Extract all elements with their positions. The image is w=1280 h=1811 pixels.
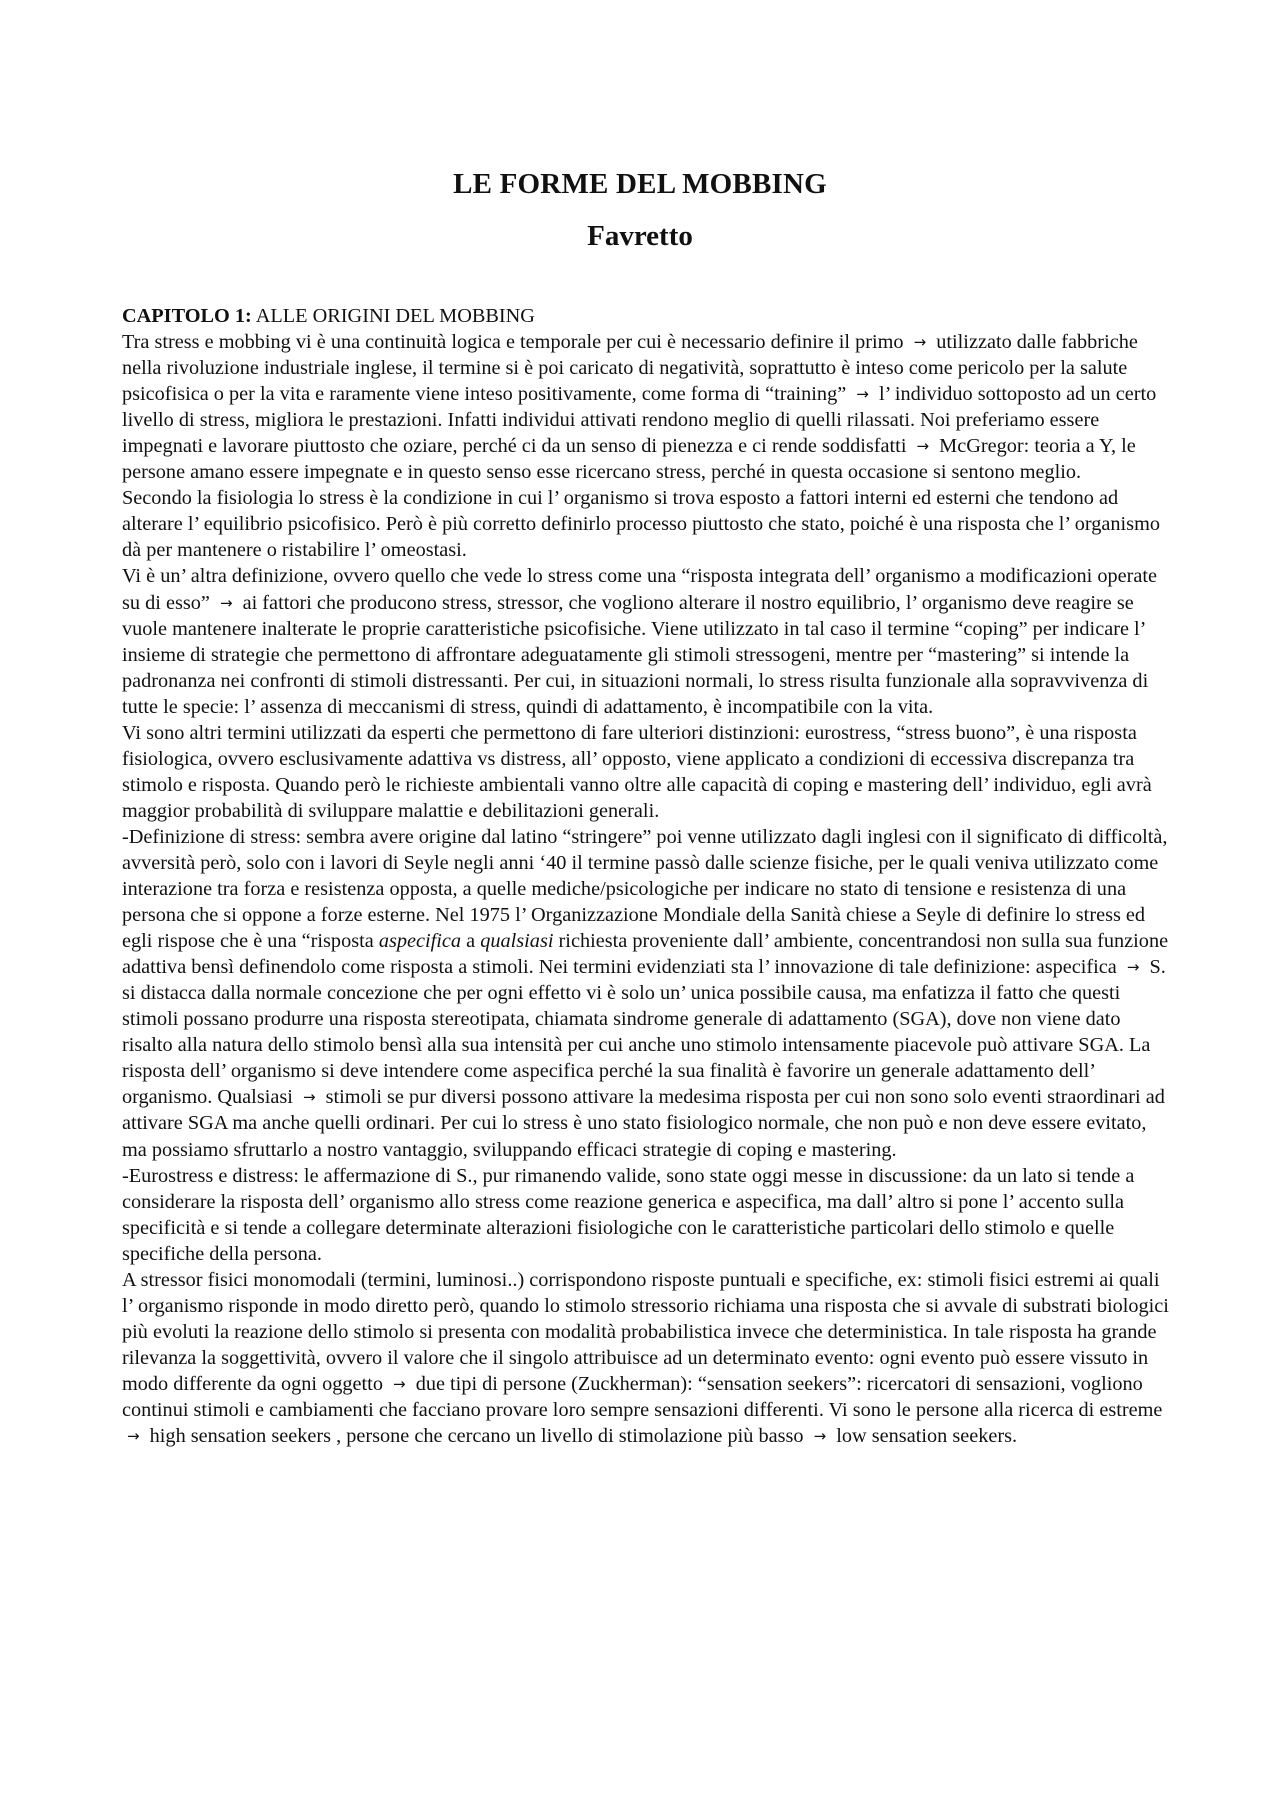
text-run: A stressor fisici monomodali (termini, luminosi..) corrispondono risposte puntuali e specifiche, ex: stimoli fisici estremi ai quali l’ organismo risponde in modo diretto però, quando lo stimolo stressorio richiama una risposta che si avvale di substrati biologici più evoluti la reazione dello stimolo si presenta con modalità probabilistica invece che deterministica. In tale risposta ha grande rilevanza la soggettività, ovvero il valore che il singolo attribuisce ad un determinato evento: ogni evento può essere vissuto in modo differente da ogni oggetto xyxy=(122,1268,1169,1395)
text-run: Vi è un’ altra definizione, ovvero quello che vede lo stress come una “risposta integrata dell’ organismo a modificazioni operate su di esso” xyxy=(122,565,1158,614)
document-body xyxy=(122,303,1172,1449)
paragraph-stress-definition xyxy=(122,329,1172,485)
chapter-name: ALLE ORIGINI DEL MOBBING xyxy=(251,305,535,327)
title-block xyxy=(0,165,1280,255)
paragraph-eurostress-distress-terms: Vi sono altri termini utilizzati da esperti che permettono di fare ulteriori distinzioni: eurostress, “stress buono”, è una risposta fisiologica, ovvero esclusivamente adattiva vs distress, all’ opposto, viene applicato a condizioni di eccessiva discrepanza tra stimolo e risposta. Quando però le richieste ambientali vanno oltre alle capacità di coping e mastering dell’ individuo, egli avrà maggior probabilità di sviluppare malattie e debilitazioni generali. xyxy=(122,721,1152,822)
paragraph-physiology: Secondo la fisiologia lo stress è la condizione in cui l’ organismo si trova esposto a fattori interni ed esterni che tendono ad alterare l’ equilibrio psicofisico. Però è più corretto definirlo processo piuttosto che stato, poiché è una risposta che l’ organismo dà per mantenere o ristabilire l’ omeostasi. xyxy=(122,487,1160,562)
arrow-right-icon: → xyxy=(302,1088,316,1107)
text-run: -Definizione di stress: sembra avere origine dal latino “stringere” poi venne utilizzato dagli inglesi con il significato di difficoltà, avversità però, solo con i lavori di Seyle negli anni ‘40 il termine passò dalle scienze fisiche, per le quali veniva utilizzato come interazione tra forza e resistenza opposta, a quelle mediche/psicologiche per indicare no stato di tensione e resistenza di una persona che si oppone a forze esterne. Nel 1975 l’ Organizzazione Mondiale della Sanità chiese a Seyle di definire lo stress ed egli rispose che è una “risposta xyxy=(122,825,1168,953)
arrow-right-icon: → xyxy=(813,1427,827,1446)
text-run: high sensation seekers , persone che cercano un livello di stimolazione più basso xyxy=(144,1425,809,1448)
text-run: McGregor: teoria a Y, le persone amano essere impegnate e in questo senso esse ricercano stress, perché in questa occasione si sentono meglio. xyxy=(122,435,1136,484)
text-run: utilizzato dalle fabbriche nella rivoluzione industriale inglese, il termine si è poi caricato di negatività, soprattutto è inteso come pericolo per la salute psicofisica o per la vita e raramente viene inteso positivamente, come forma di “training” xyxy=(122,331,1138,406)
text-run: l’ individuo sottoposto ad un certo livello di stress, migliora le prestazioni. Infatti individui attivati rendono meglio di quelli rilassati. Noi preferiamo essere impegnati e lavorare piuttosto che oziare, perché ci da un senso di pienezza e ci rende soddisfatti xyxy=(122,383,1157,458)
paragraph-stressor-types xyxy=(122,1267,1172,1449)
arrow-right-icon: → xyxy=(393,1374,406,1393)
emphasis-qualsiasi: qualsiasi xyxy=(480,930,554,953)
paragraph-eurostress-and-distress: -Eurostress e distress: le affermazione di S., pur rimanendo valide, sono state oggi messe in discussione: da un lato si tende a considerare la risposta dell’ organismo allo stress come reazione generica e aspecifica, ma dall’ altro si pone l’ accento sulla specificità e si tende a collegare determinate alterazioni fisiologiche con le caratteristiche particolari dello stimolo e quelle specifiche della persona. xyxy=(122,1164,1135,1265)
text-run: stimoli se pur diversi possono attivare la medesima risposta per cui non sono solo eventi straordinari ad attivare SGA ma anche quelli ordinari. Per cui lo stress è uno stato fisiologico normale, che non può e non deve essere evitato, ma possiamo sfruttarlo a nostro vantaggio, sviluppando efficaci strategie di coping e mastering. xyxy=(122,1086,1165,1161)
text-run: a xyxy=(461,930,481,953)
arrow-right-icon: → xyxy=(1126,958,1140,977)
chapter-label: CAPITOLO 1: xyxy=(122,305,252,327)
document-author: Favretto xyxy=(587,220,693,252)
paragraph-integrated-response xyxy=(122,563,1172,719)
document-title: LE FORME DEL MOBBING xyxy=(453,168,827,200)
text-run: richiesta proveniente dall’ ambiente, concentrandosi non sulla sua funzione adattiva bensì definendolo come risposta a stimoli. Nei termini evidenziati sta l’ innovazione di tale definizione: aspecifica xyxy=(122,930,1169,979)
arrow-right-icon: → xyxy=(127,1427,140,1446)
text-run: Tra stress e mobbing vi è una continuità logica e temporale per cui è necessario definire il primo xyxy=(122,331,909,354)
arrow-right-icon: → xyxy=(913,333,927,352)
arrow-right-icon: → xyxy=(856,385,869,404)
text-run: ai fattori che producono stress, stressor, che vogliono alterare il nostro equilibrio, l’ organismo deve reagire se vuole mantenere inalterate le proprie caratteristiche psicofisiche. Viene utilizzato in tal caso il termine “coping” per indicare l’ insieme di strategie che permettono di affrontare adeguatamente gli stimoli stressogeni, mentre per “mastering” si intende la padronanza nei confronti di stimoli distressanti. Per cui, in situazioni normali, lo stress risulta funzionale alla sopravvivenza di tutte le specie: l’ assenza di meccanismi di stress, quindi di adattamento, è incompatibile con la vita. xyxy=(122,591,1149,718)
emphasis-aspecifica: aspecifica xyxy=(378,930,462,953)
text-run: low sensation seekers. xyxy=(831,1425,1018,1448)
text-run: due tipi di persone (Zuckherman): “sensation seekers”: ricercatori di sensazioni, vogliono continui stimoli e cambiamenti che facciano provare loro sempre sensazioni differenti. Vi sono le persone alla ricerca di estreme xyxy=(122,1372,1163,1421)
arrow-right-icon: → xyxy=(916,437,930,456)
paragraph-definition-of-stress xyxy=(122,824,1172,1163)
chapter-heading xyxy=(122,303,1172,329)
arrow-right-icon: → xyxy=(219,593,233,612)
text-run: S. si distacca dalla normale concezione che per ogni effetto vi è solo un’ unica possibile causa, ma enfatizza il fatto che questi stimoli possano produrre una risposta stereotipata, chiamata sindrome generale di adattamento (SGA), dove non viene dato risalto alla natura dello stimolo bensì alla sua intensità per cui anche uno stimolo intensamente piacevole può attivare SGA. La risposta dell’ organismo si deve intendere come aspecifica perché la sua finalità è favorire un generale adattamento dell’ organismo. Qualsiasi xyxy=(122,956,1166,1109)
